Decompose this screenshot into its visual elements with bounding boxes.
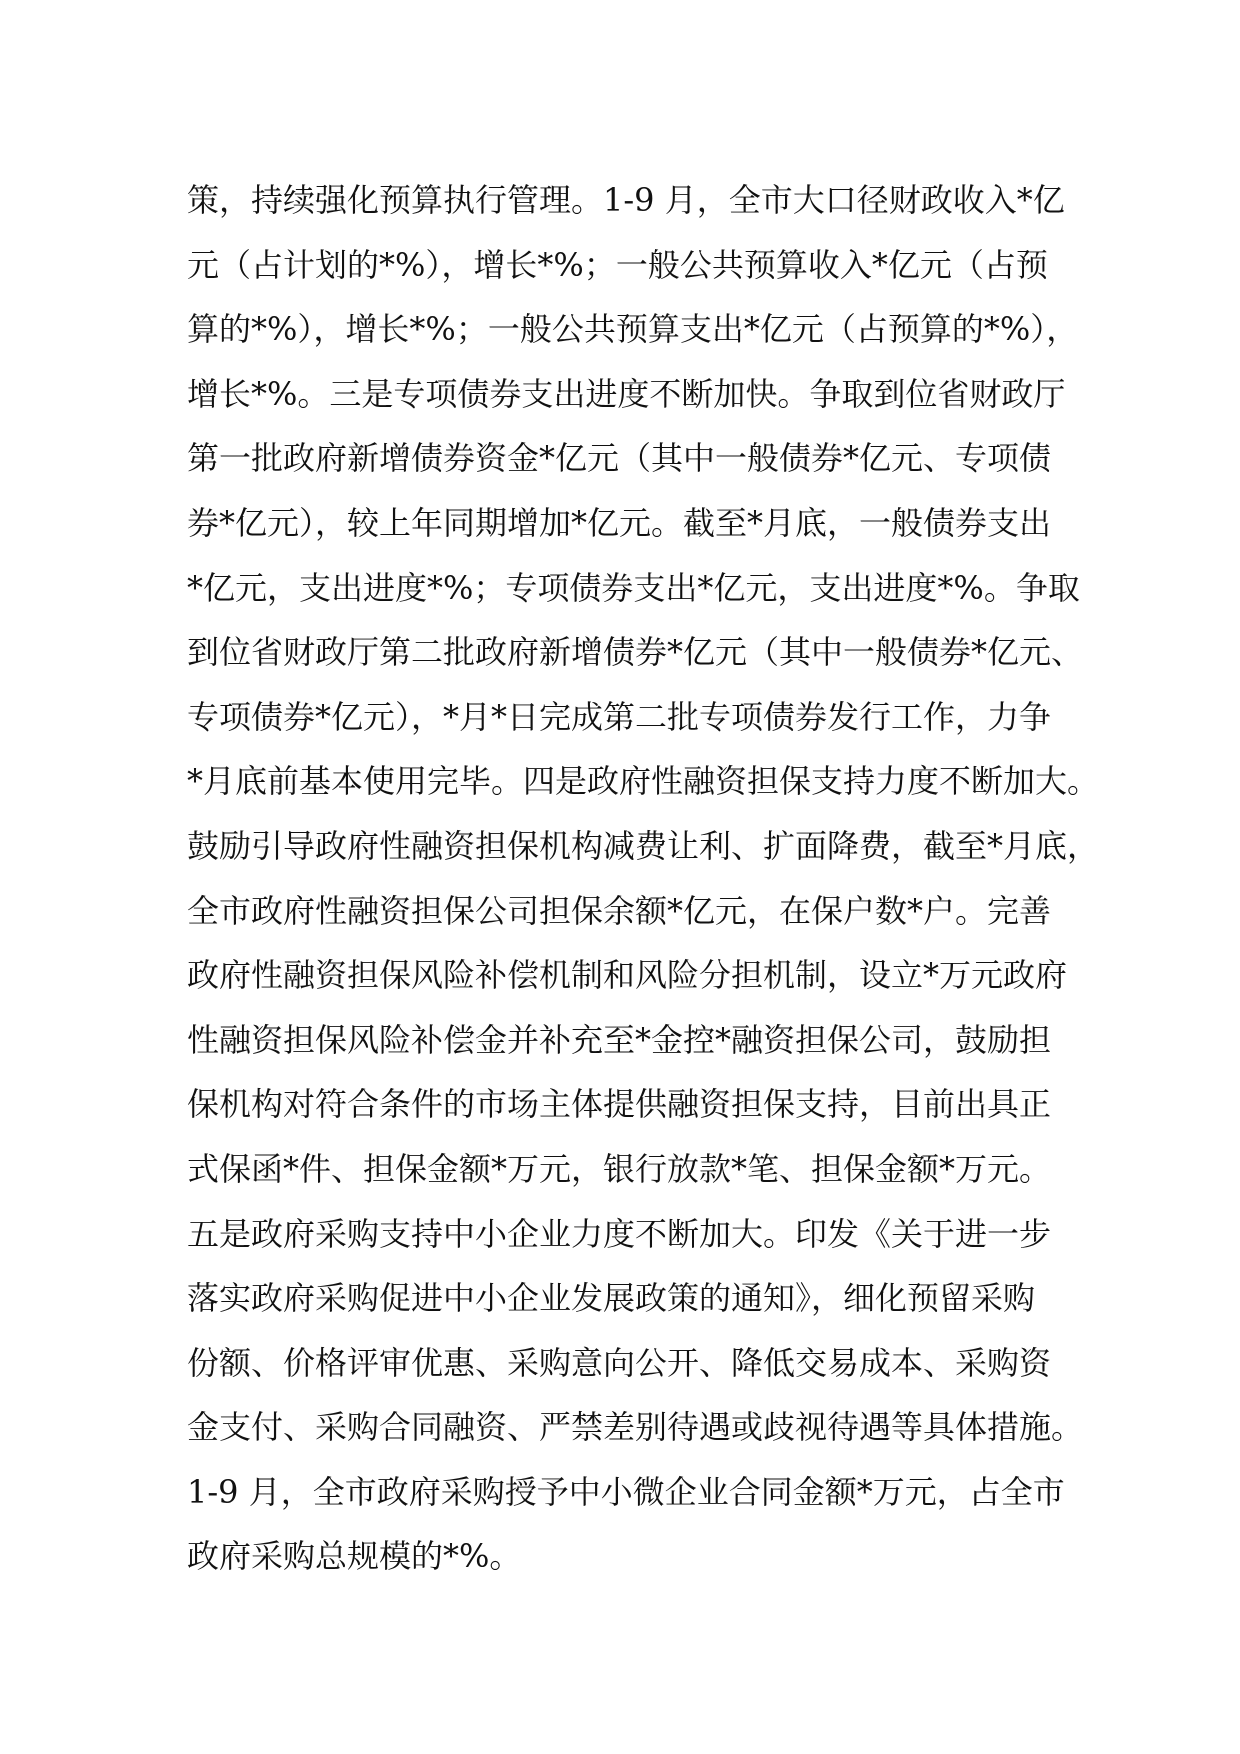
text-line: 性融资担保风险补偿金并补充至*金控*融资担保公司，鼓励担 [187,1020,1052,1059]
text-line: 元（占计划的*%），增长*%；一般公共预算收入*亿元（占预 [187,245,1048,284]
text-line: 策，持续强化预算执行管理。1-9 月，全市大口径财政收入*亿 [187,181,1065,219]
text-line: 券*亿元），较上年同期增加*亿元。截至*月底，一般债券支出 [187,503,1052,542]
text-line: *亿元，支出进度*%；专项债券支出*亿元，支出进度*%。争取 [187,568,1080,607]
text-line: 政府采购总规模的*%。 [187,1537,522,1576]
text-line: 保机构对符合条件的市场主体提供融资担保支持，目前出具正 [187,1085,1052,1124]
text-line: 金支付、采购合同融资、严禁差别待遇或歧视待遇等具体措施。 [187,1408,1084,1447]
text-line: 1-9 月，全市政府采购授予中小微企业合同金额*万元，占全市 [187,1472,1065,1511]
text-line: 政府性融资担保风险补偿机制和风险分担机制，设立*万元政府 [187,956,1068,995]
text-line: 全市政府性融资担保公司担保余额*亿元，在保户数*户。完善 [187,891,1052,930]
text-line: 算的*%），增长*%；一般公共预算支出*亿元（占预算的*%）， [187,310,1079,349]
text-line: *月底前基本使用完毕。四是政府性融资担保支持力度不断加大。 [187,762,1100,801]
text-line: 鼓励引导政府性融资担保机构减费让利、扩面降费，截至*月底， [187,826,1100,865]
text-line: 增长*%。三是专项债券支出进度不断加快。争取到位省财政厅 [187,374,1066,413]
text-line: 份额、价格评审优惠、采购意向公开、降低交易成本、采购资 [187,1343,1052,1382]
text-line: 式保函*件、担保金额*万元，银行放款*笔、担保金额*万元。 [187,1149,1052,1188]
text-line: 专项债券*亿元），*月*日完成第二批专项债券发行工作，力争 [187,697,1052,736]
text-line: 落实政府采购促进中小企业发展政策的通知》，细化预留采购 [187,1279,1036,1318]
text-line: 五是政府采购支持中小企业力度不断加大。印发《关于进一步 [187,1214,1052,1253]
body-text [187,168,1100,1589]
text-line: 到位省财政厅第二批政府新增债券*亿元（其中一般债券*亿元、 [187,633,1084,672]
text-line: 第一批政府新增债券资金*亿元（其中一般债券*亿元、专项债 [187,439,1052,478]
